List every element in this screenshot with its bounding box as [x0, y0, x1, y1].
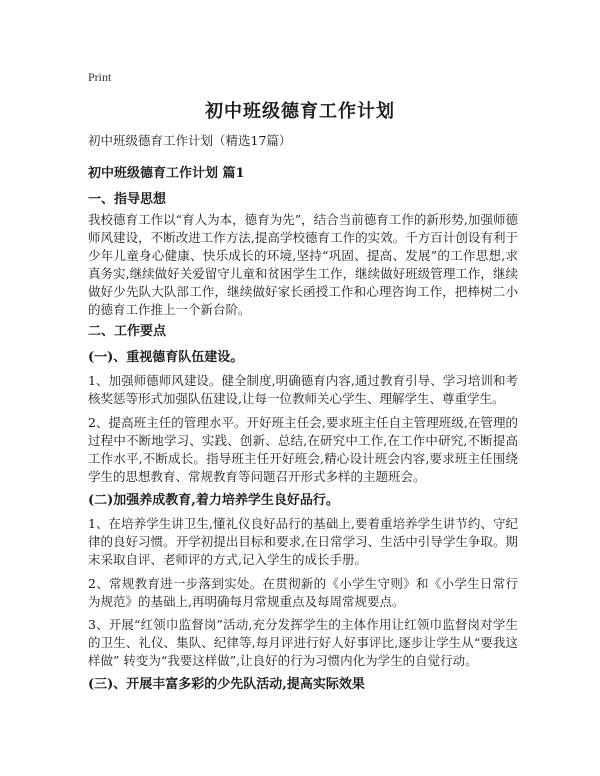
doc-subtitle: 初中班级德育工作计划（精选17篇）: [88, 133, 292, 148]
section-title: 初中班级德育工作计划 篇1: [88, 166, 245, 181]
heading-work-points: 二、工作要点: [88, 324, 167, 339]
print-link[interactable]: Print: [88, 70, 112, 84]
paragraph-red-scarf: 3、开展“红领巾监督岗”活动,充分发挥学生的主体作用让红领巾监督岗对学生的卫生、礼仪、集队、纪律等,每月评进行好人好事评比,逐步让学生从“要我这样做” 转变为“我要这样做”,让良好的行为习惯内化为学生的自觉行动。: [88, 617, 518, 668]
paragraph-routine-education: 2、常规教育进一步落到实处。在贯彻新的《小学生守则》和《小学生日常行为规范》的基础上,再明确每月常规重点及每周常规要点。: [88, 576, 518, 609]
paragraph-guiding-thought: 我校德育工作以“育人为本，德育为先”，结合当前德育工作的新形势,加强师德师风建设，不断改进工作方法,提高学校德育工作的实效。千方百计创设有利于少年儿童身心健康、快乐成长的环境,坚持“巩固、提高、发展”的工作思想,求真务实,继续做好关爱留守儿童和贫困学生工作，继续做好班级管理工作，继续做好少先队大队部工作，继续做好家长函授工作和心理咨询工作，把棒树二小的德育工作推上一个新台阶。: [88, 212, 518, 317]
paragraph-head-teacher: 2、提高班主任的管理水平。开好班主任会,要求班主任自主管理班级,在管理的过程中不断地学习、实践、创新、总结,在研究中工作,在工作中研究,不断提高工作水平,不断成长。指导班主任开好班会,精心设计班会内容,要求班主任围绕学生的思想教育、常规教育等问题召开形式多样的主题班会。: [88, 415, 518, 484]
heading-guiding-thought: 一、指导思想: [88, 192, 167, 207]
paragraph-teacher-ethics: 1、加强师德师风建设。健全制度,明确德育内容,通过教育引导、学习培训和考核奖惩等形式加强队伍建设,让每一位教师关心学生、理解学生、尊重学生。: [88, 373, 518, 406]
heading-pioneer-activities: (三)、开展丰富多彩的少先队活动,提高实际效果: [88, 677, 365, 692]
heading-habit-education: (二)加强养成教育,着力培养学生良好品行。: [88, 493, 339, 508]
heading-moral-team: (一)、重视德育队伍建设。: [88, 350, 244, 365]
page-title: 初中班级德育工作计划: [205, 101, 395, 122]
paragraph-hygiene-etiquette: 1、在培养学生讲卫生,懂礼仪良好品行的基础上,要着重培养学生讲节约、守纪律的良好习惯。开学初提出目标和要求,在日常学习、生活中引导学生争取。期末采取自评、老师评的方式,记入学生的成长手册。: [88, 516, 518, 567]
